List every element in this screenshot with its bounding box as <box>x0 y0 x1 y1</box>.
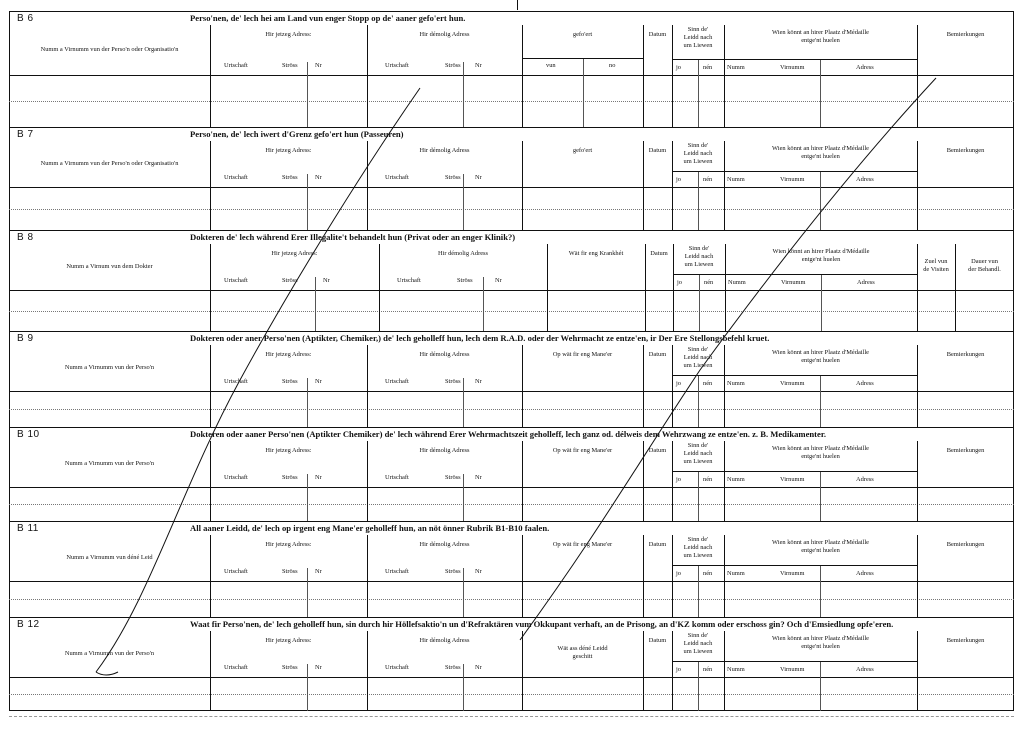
medal-subline <box>724 565 917 566</box>
sense-header-line2: Leidd nach <box>684 253 714 260</box>
remarks-header: Bemierkungen <box>946 541 985 548</box>
address-now-number: Nr <box>323 277 330 284</box>
middle-column-header: Wät fir eng Krankhét <box>568 250 624 257</box>
medal-header-line2: entge'nt huelen <box>801 153 840 160</box>
sense-yes: jo <box>677 279 682 286</box>
remarks-header: Bemierkungen <box>946 31 985 38</box>
entry-row-separator <box>9 599 1014 600</box>
nr-divider-then <box>463 62 464 127</box>
medal-name: Numm <box>727 176 745 183</box>
address-now-street: Ströss <box>282 62 298 69</box>
entry-row-separator <box>9 101 1014 102</box>
address-then-number: Nr <box>495 277 502 284</box>
sense-header-line3: um Liewen <box>684 261 714 268</box>
address-then-header: Hir démolig Adress <box>437 250 489 257</box>
medal-address: Adress <box>856 176 874 183</box>
address-now-street: Ströss <box>282 664 298 671</box>
medal-header-line2: entge'nt huelen <box>801 547 840 554</box>
remarks-header: Bemierkungen <box>946 351 985 358</box>
address-now-header: Hir jetzeg Adress: <box>265 351 312 358</box>
middle-column-header: Op wät fir eng Mane'er <box>552 351 613 358</box>
medal-header-line1: Wien könnt an hirer Plaatz d'Médaille <box>772 635 869 642</box>
medal-divider <box>821 274 822 331</box>
sense-subline <box>672 565 724 566</box>
header-bottom-line <box>9 677 1014 678</box>
medal-header-line2: entge'nt huelen <box>801 357 840 364</box>
column-divider-1 <box>210 25 211 127</box>
medal-header-line2: entge'nt huelen <box>801 453 840 460</box>
sense-header-line2: Leidd nach <box>683 354 713 361</box>
medal-subline <box>725 274 917 275</box>
medal-header-line2: entge'nt huelen <box>801 643 840 650</box>
header-bottom-line <box>9 187 1014 188</box>
header-bottom-line <box>9 290 1014 291</box>
column-divider-4 <box>643 25 644 127</box>
date-header: Datum <box>648 541 667 548</box>
address-then-street: Ströss <box>445 174 461 181</box>
sense-header-line1: Sinn de' <box>687 536 709 543</box>
sense-subline <box>673 274 725 275</box>
medal-header-line1: Wien könnt an hirer Plaatz d'Médaille <box>772 248 870 255</box>
name-column-header: Numm a Virnumm vun der Perso'n oder Organisatio'n <box>40 160 179 167</box>
address-then-header: Hir démolig Adress <box>419 447 470 454</box>
section-code: B 11 <box>17 523 39 534</box>
section-header <box>9 617 1014 631</box>
section-grid <box>9 631 1014 711</box>
address-then-town: Urtschaft <box>397 277 421 284</box>
section-title: Dokteren oder aner Perso'nen (Aptikter, Chemiker,) de' lech geholleff hun, lech dem R.A.D. oder der Wehrmacht ze entze'en, ir Der Ere Stellongsbefehl kruet. <box>190 333 770 343</box>
middle-column-header: gefo'ert <box>572 31 593 38</box>
medal-divider <box>820 59 821 127</box>
address-then-street: Ströss <box>457 277 473 284</box>
sense-subline <box>672 375 724 376</box>
medal-name: Numm <box>727 476 745 483</box>
address-now-street: Ströss <box>282 277 298 284</box>
form-section-b9 <box>9 331 1014 427</box>
date-header: Datum <box>648 147 667 154</box>
sense-no: nén <box>703 64 713 71</box>
nr-divider-now <box>307 474 308 521</box>
address-now-header: Hir jetzeg Adress: <box>265 637 312 644</box>
section-code: B 9 <box>17 333 34 344</box>
medal-first-name: Virnumm <box>781 279 806 286</box>
yes-no-divider <box>698 59 699 127</box>
address-now-header: Hir jetzeg Adress: <box>271 250 318 257</box>
section-header <box>9 230 1014 244</box>
sense-no: nén <box>703 380 713 387</box>
address-now-town: Urtschaft <box>224 568 248 575</box>
sense-subline <box>672 661 724 662</box>
medal-subline <box>724 59 917 60</box>
header-bottom-line <box>9 75 1014 76</box>
address-now-header: Hir jetzeg Adress: <box>265 147 312 154</box>
address-now-number: Nr <box>315 664 322 671</box>
remarks-header: Bemierkungen <box>946 447 985 454</box>
section-title: Perso'nen, de' lech hei am Land vun enger Stopp op de' aaner gefo'ert hun. <box>190 13 466 23</box>
header-bottom-line <box>9 581 1014 582</box>
date-header: Datum <box>648 351 667 358</box>
address-then-town: Urtschaft <box>385 474 409 481</box>
sense-no: nén <box>703 570 713 577</box>
section-title: Dokteren oder aaner Perso'nen (Aptikter Chemiker) de' lech während Erer Wehrmachtszeit geholleff, lech ganz od. délweis dem Wehrzwang ze entze'en. z. B. Medikamenter. <box>190 429 827 439</box>
nr-divider-then <box>463 474 464 521</box>
address-then-street: Ströss <box>445 568 461 575</box>
sense-header-line3: um Liewen <box>683 158 713 165</box>
yes-no-divider <box>698 375 699 427</box>
medal-name: Numm <box>727 380 745 387</box>
date-header: Datum <box>650 250 668 257</box>
sense-yes: jo <box>676 666 681 673</box>
address-then-street: Ströss <box>445 664 461 671</box>
medal-first-name: Virnumm <box>780 570 805 577</box>
nr-divider-now <box>315 277 316 331</box>
address-now-number: Nr <box>315 174 322 181</box>
sense-no: nén <box>703 666 713 673</box>
medal-name: Numm <box>727 64 745 71</box>
address-now-number: Nr <box>315 62 322 69</box>
sense-no: nén <box>703 476 713 483</box>
medal-divider <box>820 171 821 230</box>
middle-column-header: Op wät fir eng Mane'er <box>552 541 613 548</box>
medal-address: Adress <box>857 279 875 286</box>
section-code: B 6 <box>17 13 34 24</box>
address-now-town: Urtschaft <box>224 277 248 284</box>
sense-header-line2: Leidd nach <box>683 640 713 647</box>
yes-no-divider <box>698 471 699 521</box>
address-then-town: Urtschaft <box>385 62 409 69</box>
middle-column-header: gefo'ert <box>572 147 593 154</box>
medal-subline <box>724 661 917 662</box>
nr-divider-now <box>307 664 308 711</box>
medal-subline <box>724 171 917 172</box>
column-divider-7 <box>917 25 918 127</box>
name-column-header: Numm a Virnumm vun der Perso'n <box>64 460 155 467</box>
name-column-header: Numm a Virnumm vun der Perso'n <box>64 364 155 371</box>
section-header <box>9 11 1014 25</box>
from-to-divider <box>583 58 584 127</box>
address-then-street: Ströss <box>445 378 461 385</box>
column-divider-2 <box>367 25 368 127</box>
section-header <box>9 331 1014 345</box>
entry-row-separator <box>9 694 1014 695</box>
address-then-street: Ströss <box>445 62 461 69</box>
bottom-cut-line <box>9 716 1014 717</box>
address-now-town: Urtschaft <box>224 62 248 69</box>
remarks-header: Bemierkungen <box>946 147 985 154</box>
address-then-number: Nr <box>475 174 482 181</box>
header-bottom-line <box>9 487 1014 488</box>
address-then-number: Nr <box>475 474 482 481</box>
name-column-header: Numm a Virnumm vun der Perso'n <box>64 650 155 657</box>
address-then-header: Hir démolig Adress <box>419 147 470 154</box>
column-divider-3 <box>522 25 523 127</box>
nr-divider-now <box>307 62 308 127</box>
medal-address: Adress <box>856 476 874 483</box>
medal-divider <box>820 565 821 617</box>
section-header <box>9 127 1014 141</box>
medal-first-name: Virnumm <box>780 476 805 483</box>
date-header: Datum <box>648 637 667 644</box>
sense-header-line1: Sinn de' <box>688 245 710 252</box>
form-section-b10 <box>9 427 1014 521</box>
section-code: B 12 <box>17 619 40 630</box>
middle-column-header-line2: geschitt <box>572 653 593 660</box>
medal-first-name: Virnumm <box>780 64 805 71</box>
address-now-street: Ströss <box>282 474 298 481</box>
sense-yes: jo <box>676 176 681 183</box>
yes-no-divider <box>698 565 699 617</box>
nr-divider-then <box>463 568 464 617</box>
sense-header-line3: um Liewen <box>683 42 713 49</box>
from-label: vun <box>546 62 556 69</box>
sense-subline <box>672 59 724 60</box>
yes-no-divider <box>698 661 699 711</box>
medal-header-line1: Wien könnt an hirer Plaatz d'Médaille <box>772 539 869 546</box>
address-then-header: Hir démolig Adress <box>419 541 470 548</box>
middle-column-header: Op wät fir eng Mane'er <box>552 447 613 454</box>
sense-no: nén <box>704 279 714 286</box>
yes-no-divider <box>698 171 699 230</box>
medal-header-line1: Wien könnt an hirer Plaatz d'Médaille <box>772 29 869 36</box>
medal-header-line1: Wien könnt an hirer Plaatz d'Médaille <box>772 145 869 152</box>
section-grid <box>9 535 1014 617</box>
address-then-number: Nr <box>475 62 482 69</box>
medal-first-name: Virnumm <box>780 176 805 183</box>
address-then-town: Urtschaft <box>385 174 409 181</box>
sense-subline <box>672 471 724 472</box>
sense-header-line2: Leidd nach <box>683 150 713 157</box>
address-now-header: Hir jetzeg Adress: <box>265 447 312 454</box>
duration-header-line2: der Behandl. <box>968 266 1001 273</box>
address-now-number: Nr <box>315 378 322 385</box>
sense-header-line3: um Liewen <box>683 458 713 465</box>
entry-row-separator <box>9 209 1014 210</box>
remarks-header: Bemierkungen <box>946 637 985 644</box>
nr-divider-then <box>463 378 464 427</box>
medal-name: Numm <box>728 279 746 286</box>
medal-header-line1: Wien könnt an hirer Plaatz d'Médaille <box>772 349 869 356</box>
form-section-b8 <box>9 230 1014 331</box>
medal-first-name: Virnumm <box>780 666 805 673</box>
nr-divider-then <box>483 277 484 331</box>
section-title: Waat fir Perso'nen, de' lech geholleff hun, sin durch hir Höllefsaktio'n un d'Refraktären vum Okkupant verhaft, an de Prisong, an d'KZ komm oder erschoss gin? Och d'Emsiedlung opfe'eren. <box>190 619 894 629</box>
address-now-town: Urtschaft <box>224 174 248 181</box>
form-section-b11 <box>9 521 1014 617</box>
page-top-tick <box>517 0 518 10</box>
entry-row-separator <box>9 504 1014 505</box>
medal-address: Adress <box>856 570 874 577</box>
name-column-header: Numm a Virnumm vun der Perso'n oder Organisatio'n <box>40 46 179 53</box>
section-code: B 10 <box>17 429 40 440</box>
sense-yes: jo <box>676 64 681 71</box>
sense-header-line2: Leidd nach <box>683 544 713 551</box>
duration-header-line1: Dauer vun <box>971 258 998 265</box>
address-now-number: Nr <box>315 474 322 481</box>
column-divider-3 <box>522 631 523 711</box>
medal-subline <box>724 471 917 472</box>
address-then-town: Urtschaft <box>385 664 409 671</box>
name-column-header: Numm a Virnumm vun déné Leid <box>66 554 153 561</box>
medal-header-line1: Wien könnt an hirer Plaatz d'Médaille <box>772 445 869 452</box>
medal-header-line2: entge'nt huelen <box>801 37 840 44</box>
nr-divider-now <box>307 568 308 617</box>
medal-address: Adress <box>856 380 874 387</box>
address-then-number: Nr <box>475 378 482 385</box>
medal-header-line2: entge'nt huelen <box>801 256 841 263</box>
address-then-street: Ströss <box>445 474 461 481</box>
medal-name: Numm <box>727 666 745 673</box>
address-now-street: Ströss <box>282 568 298 575</box>
sense-yes: jo <box>676 476 681 483</box>
form-section-b7 <box>9 127 1014 230</box>
sense-yes: jo <box>676 380 681 387</box>
section-grid <box>9 25 1014 127</box>
date-header: Datum <box>648 447 667 454</box>
sense-header-line1: Sinn de' <box>687 26 709 33</box>
section-code: B 7 <box>17 129 34 140</box>
address-then-header: Hir démolig Adress <box>419 351 470 358</box>
section-grid <box>9 441 1014 521</box>
section-grid <box>9 141 1014 230</box>
visits-header-line2: de Visiten <box>923 266 949 273</box>
date-header: Datum <box>648 31 667 38</box>
nr-divider-now <box>307 378 308 427</box>
address-now-town: Urtschaft <box>224 474 248 481</box>
sense-yes: jo <box>676 570 681 577</box>
medal-first-name: Virnumm <box>780 380 805 387</box>
sense-header-line1: Sinn de' <box>687 632 709 639</box>
section-grid <box>9 244 1014 331</box>
section-title: All aaner Leidd, de' lech op irgent eng Mane'er geholleff hun, an nöt önner Rubrik B1-B10 faalen. <box>190 523 550 533</box>
section-header <box>9 521 1014 535</box>
medal-address: Adress <box>856 64 874 71</box>
visits-header-line1: Zuel vun <box>924 258 948 265</box>
nr-divider-then <box>463 174 464 230</box>
form-section-b6 <box>9 11 1014 127</box>
from-to-line <box>522 58 643 59</box>
sense-header-line1: Sinn de' <box>687 142 709 149</box>
section-grid <box>9 345 1014 427</box>
sense-header-line2: Leidd nach <box>683 34 713 41</box>
address-now-town: Urtschaft <box>224 664 248 671</box>
address-now-town: Urtschaft <box>224 378 248 385</box>
address-now-street: Ströss <box>282 174 298 181</box>
entry-row-separator <box>9 409 1014 410</box>
address-then-number: Nr <box>475 568 482 575</box>
medal-address: Adress <box>856 666 874 673</box>
middle-column-header-line1: Wät ass déné Leidd <box>557 645 608 652</box>
section-title: Perso'nen, de' lech iwert d'Grenz gefo'ert hun (Passeuren) <box>190 129 404 139</box>
medal-subline <box>724 375 917 376</box>
address-then-town: Urtschaft <box>385 568 409 575</box>
medal-divider <box>820 661 821 711</box>
form-section-b12 <box>9 617 1014 711</box>
address-now-header: Hir jetzeg Adress: <box>265 541 312 548</box>
sense-header-line1: Sinn de' <box>687 346 709 353</box>
nr-divider-now <box>307 174 308 230</box>
address-then-town: Urtschaft <box>385 378 409 385</box>
address-now-number: Nr <box>315 568 322 575</box>
nr-divider-then <box>463 664 464 711</box>
medal-divider <box>820 471 821 521</box>
sense-header-line1: Sinn de' <box>687 442 709 449</box>
sense-header-line3: um Liewen <box>683 648 713 655</box>
sense-header-line3: um Liewen <box>683 552 713 559</box>
address-now-header: Hir jetzeg Adress: <box>265 31 312 38</box>
sense-header-line3: um Liewen <box>683 362 713 369</box>
sense-header-line2: Leidd nach <box>683 450 713 457</box>
entry-row-separator <box>9 311 1014 312</box>
medal-name: Numm <box>727 570 745 577</box>
header-bottom-line <box>9 391 1014 392</box>
address-then-number: Nr <box>475 664 482 671</box>
section-title: Dokteren de' lech während Erer Illegalite't behandelt hun (Privat oder an enger Klinik?) <box>190 232 516 242</box>
yes-no-divider <box>699 274 700 331</box>
sense-subline <box>672 171 724 172</box>
address-now-street: Ströss <box>282 378 298 385</box>
section-header <box>9 427 1014 441</box>
name-column-header: Numm a Virnum vun dem Dokter <box>66 263 153 270</box>
section-code: B 8 <box>17 232 34 243</box>
medal-divider <box>820 375 821 427</box>
sense-no: nén <box>703 176 713 183</box>
to-label: no <box>609 62 616 69</box>
address-then-header: Hir démolig Adress <box>419 31 470 38</box>
address-then-header: Hir démolig Adress <box>419 637 470 644</box>
